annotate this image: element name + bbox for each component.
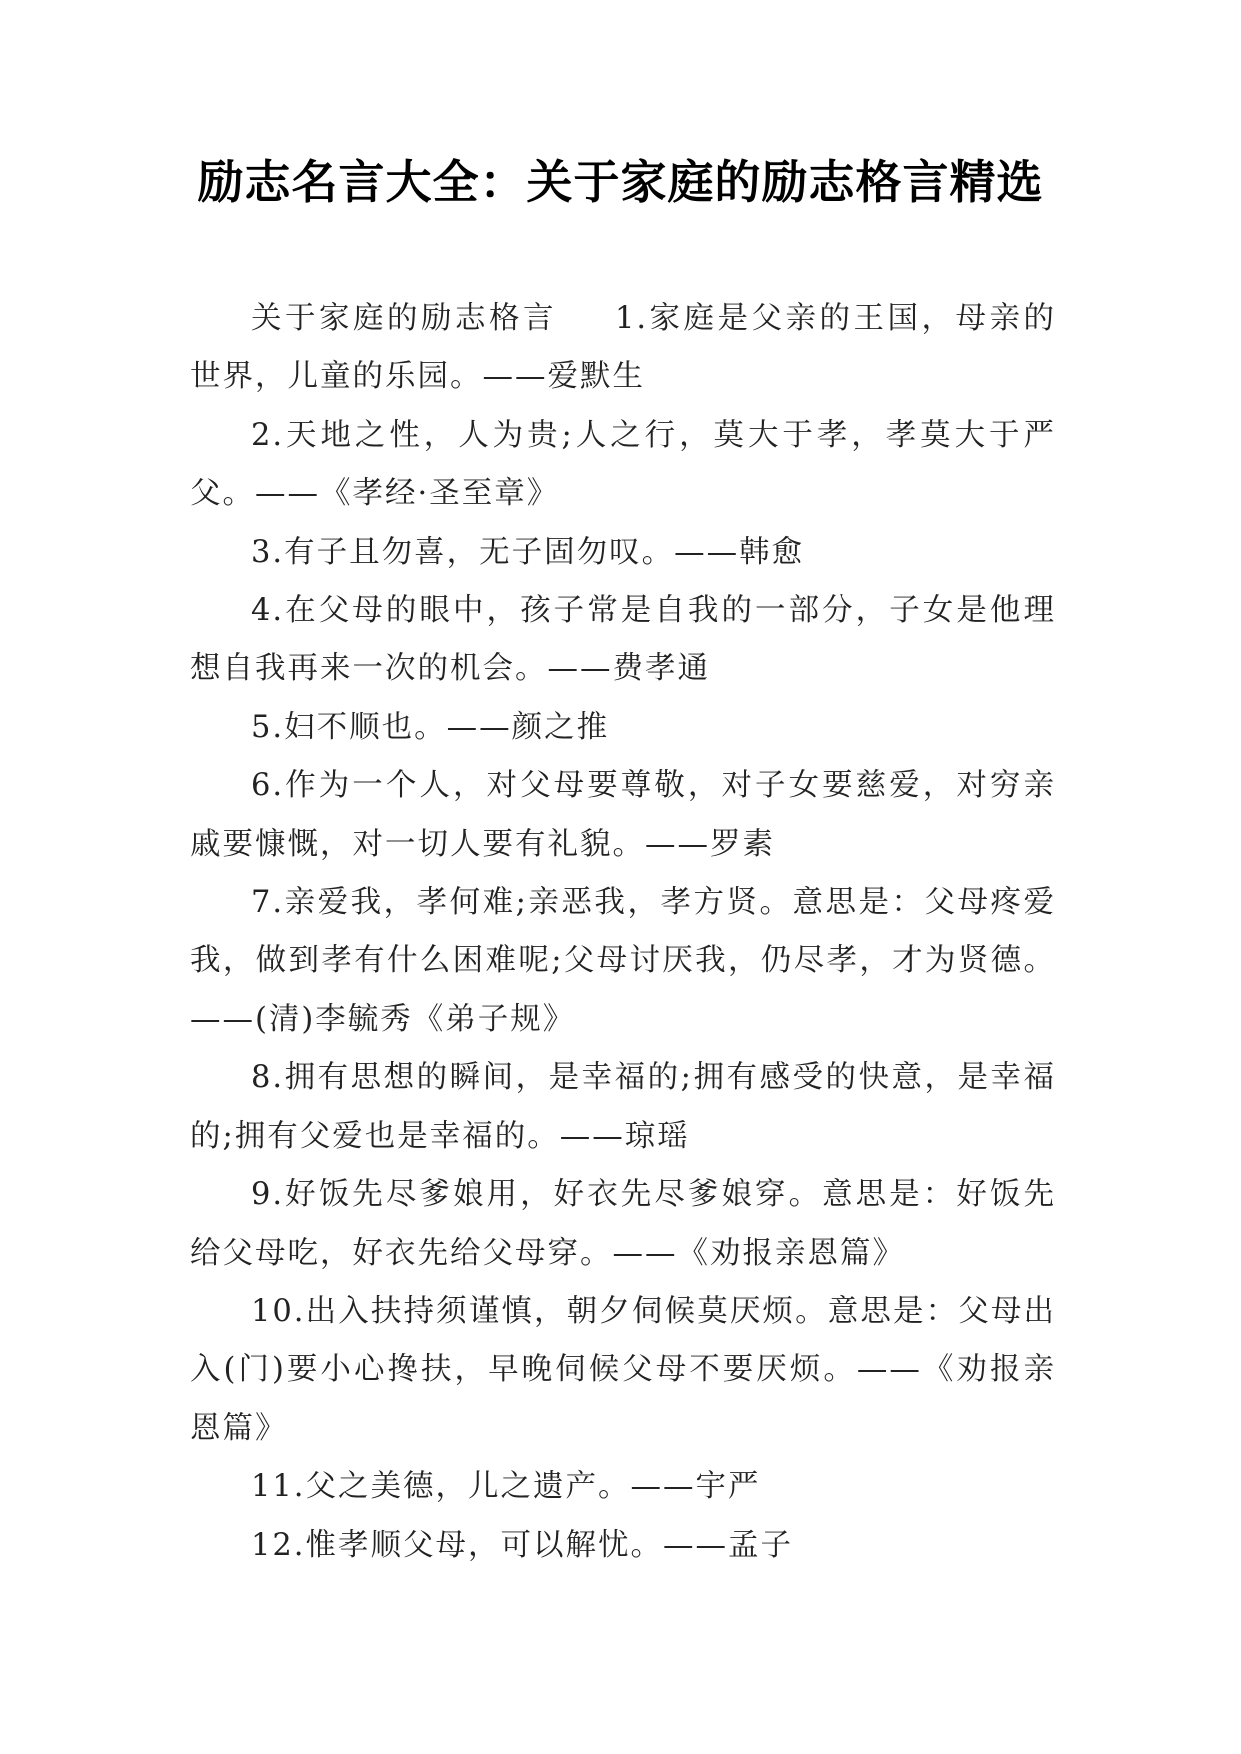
document-body (190, 290, 1056, 1575)
intro-heading: 关于家庭的励志格言 (251, 301, 557, 336)
quote-paragraph-4: 4.在父母的眼中，孩子常是自我的一部分，子女是他理想自我再来一次的机会。——费孝通 (190, 593, 1056, 687)
quote-paragraph-7: 7.亲爱我，孝何难;亲恶我，孝方贤。意思是：父母疼爱我，做到孝有什么困难呢;父母讨厌我，仍尽孝，才为贤德。——(清)李毓秀《弟子规》 (190, 885, 1056, 1037)
quote-paragraph-12: 12.惟孝顺父母，可以解忧。——孟子 (251, 1527, 794, 1563)
quote-paragraph-10: 10.出入扶持须谨慎，朝夕伺候莫厌烦。意思是：父母出入(门)要小心搀扶，早晚伺候父母不要厌烦。——《劝报亲恩篇》 (190, 1293, 1056, 1446)
quote-paragraph-8: 8.拥有思想的瞬间，是幸福的;拥有感受的快意，是幸福的;拥有父爱也是幸福的。——琼瑶 (190, 1060, 1056, 1154)
document-title: 励志名言大全：关于家庭的励志格言精选 (197, 155, 1044, 209)
quote-paragraph-9: 9.好饭先尽爹娘用，好衣先尽爹娘穿。意思是：好饭先给父母吃，好衣先给父母穿。——《劝报亲恩篇》 (190, 1177, 1056, 1271)
quote-text: 1.家庭是父亲的王国，母亲的世界，儿童的乐园。——爱默生 (190, 301, 1056, 395)
quote-paragraph-3: 3.有子且勿喜，无子固勿叹。——韩愈 (251, 534, 805, 570)
quote-paragraph-6: 6.作为一个人，对父母要尊敬，对子女要慈爱，对穷亲戚要慷慨，对一切人要有礼貌。——罗素 (190, 768, 1056, 862)
quote-paragraph-11: 11.父之美德，儿之遗产。——宇严 (251, 1469, 761, 1505)
quote-paragraph-2: 2.天地之性，人为贵;人之行，莫大于孝，孝莫大于严父。——《孝经·圣至章》 (190, 417, 1056, 512)
quote-paragraph-1 (190, 290, 1056, 407)
quote-paragraph-5: 5.妇不顺也。——颜之推 (251, 709, 610, 745)
